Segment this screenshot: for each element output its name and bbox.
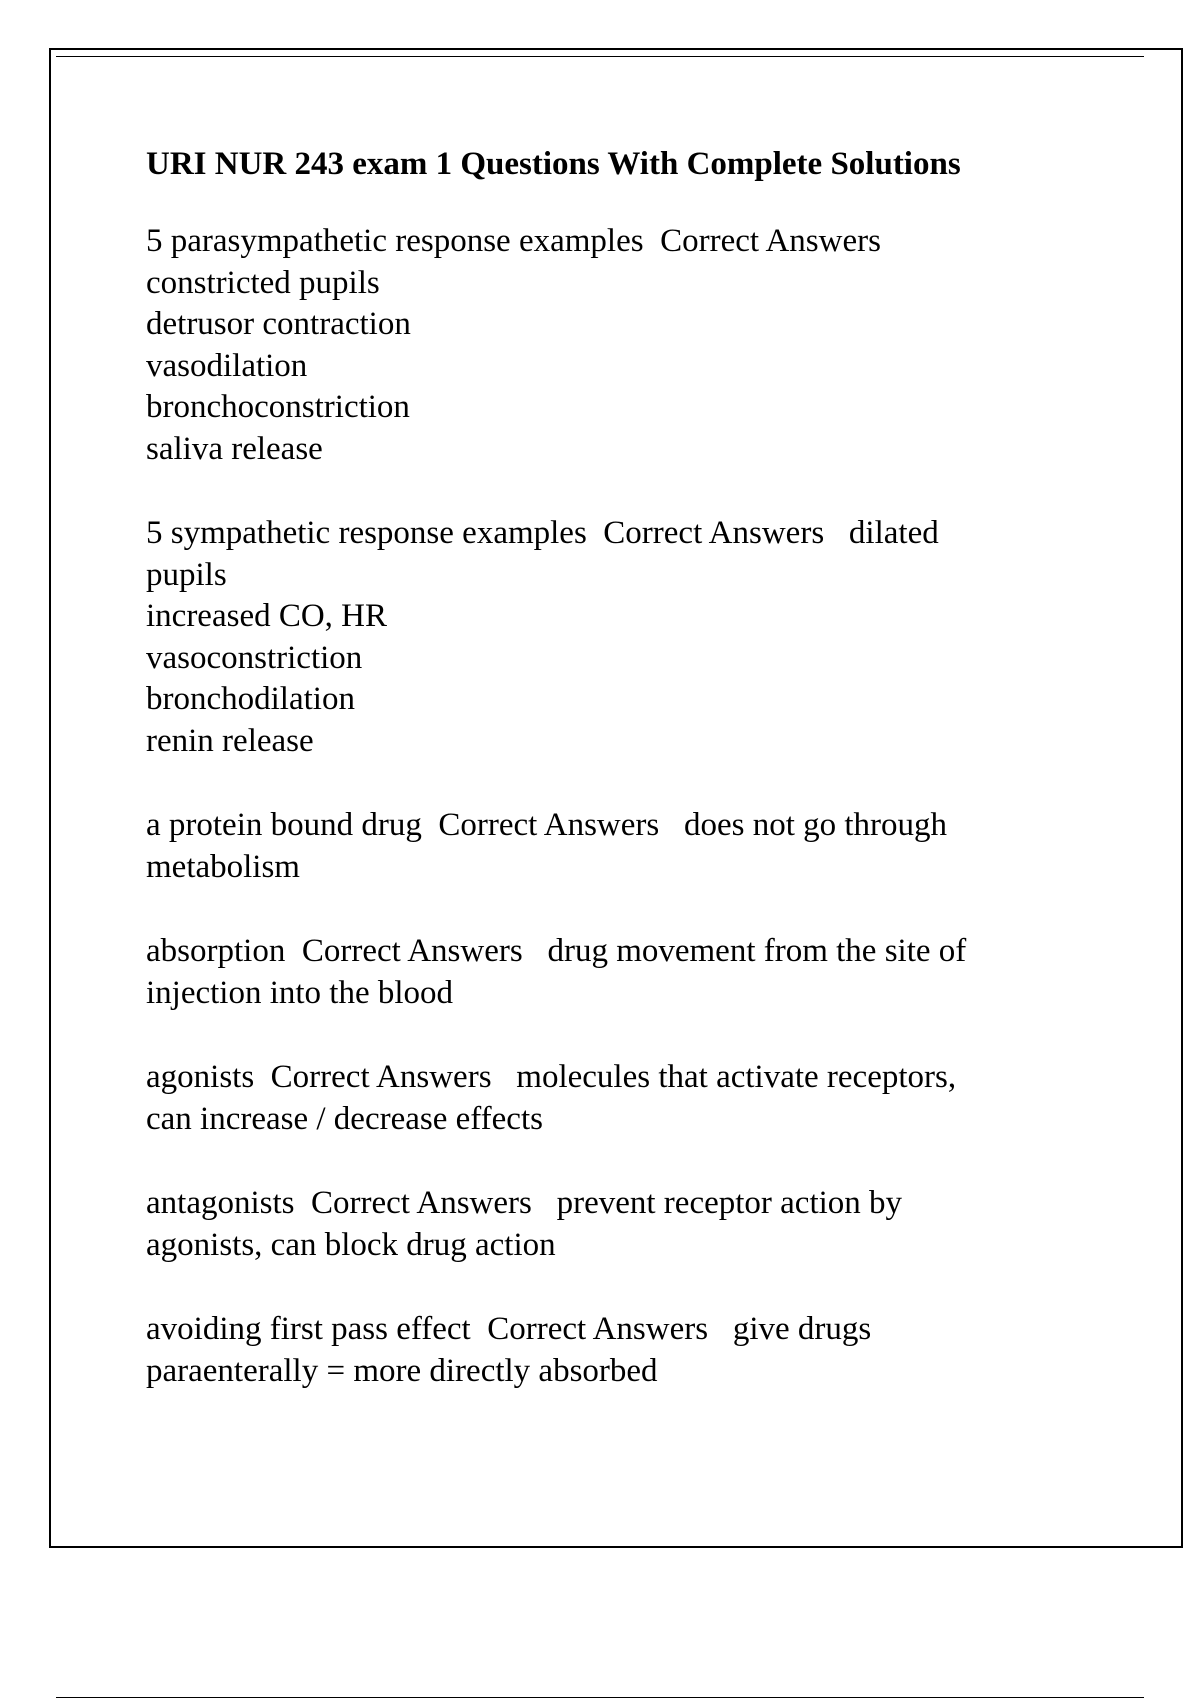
answer-marker: Correct Answers <box>603 515 825 551</box>
qa-entry <box>146 931 1066 1014</box>
answer-line: renin release <box>146 722 314 759</box>
header-rule <box>56 56 1144 57</box>
document-title: URI NUR 243 exam 1 Questions With Complete Solutions <box>146 146 961 182</box>
qa-entry <box>146 221 1066 470</box>
answer-line: bronchoconstriction <box>146 389 410 425</box>
question-line <box>146 221 1066 263</box>
question-line <box>146 1183 1066 1225</box>
question-term: 5 sympathetic response examples <box>146 515 587 551</box>
question-line <box>146 931 1066 973</box>
question-term: antagonists <box>146 1185 295 1221</box>
answer-line: can increase / decrease effects <box>146 1100 543 1137</box>
question-line <box>146 513 1066 555</box>
answer-line: saliva release <box>146 430 323 467</box>
document-body <box>146 143 1066 1435</box>
answer-line: injection into the blood <box>146 974 454 1011</box>
question-term: 5 parasympathetic response examples <box>146 223 644 259</box>
question-line <box>146 805 1066 847</box>
qa-entry <box>146 1057 1066 1140</box>
answer-marker: Correct Answers <box>310 1185 532 1221</box>
answer-start: molecules that activate receptors, <box>516 1059 957 1095</box>
qa-entry <box>146 805 1066 888</box>
answer-line: vasodilation <box>146 347 308 384</box>
answer-marker: Correct Answers <box>301 933 523 969</box>
answer-line: detrusor contraction <box>146 306 411 342</box>
answer-start: prevent receptor action by <box>556 1185 903 1221</box>
question-term: avoiding first pass effect <box>146 1311 471 1347</box>
answer-line: pupils <box>146 556 227 593</box>
answer-start: give drugs <box>732 1311 872 1347</box>
qa-entry <box>146 1183 1066 1266</box>
answer-line: paraenterally = more directly absorbed <box>146 1352 658 1389</box>
footer-rule <box>56 1697 1144 1698</box>
answer-marker: Correct Answers <box>660 223 881 259</box>
question-line <box>146 1309 1066 1351</box>
answer-line: bronchodilation <box>146 681 355 717</box>
answer-line: increased CO, HR <box>146 598 388 634</box>
qa-entry <box>146 1309 1066 1392</box>
question-term: a protein bound drug <box>146 807 422 843</box>
answer-marker: Correct Answers <box>487 1311 709 1347</box>
qa-entry <box>146 513 1066 762</box>
answer-line: metabolism <box>146 848 300 885</box>
question-term: agonists <box>146 1059 255 1095</box>
answer-start: does not go through <box>683 807 948 843</box>
question-term: absorption <box>146 933 286 969</box>
answer-line: agonists, can block drug action <box>146 1226 556 1263</box>
answer-marker: Correct Answers <box>438 807 660 843</box>
answer-start: drug movement from the site of <box>547 933 967 969</box>
answer-line: constricted pupils <box>146 264 380 301</box>
answer-start: dilated <box>848 515 939 551</box>
answer-line: vasoconstriction <box>146 639 363 676</box>
question-line <box>146 1057 1066 1099</box>
answer-marker: Correct Answers <box>270 1059 492 1095</box>
